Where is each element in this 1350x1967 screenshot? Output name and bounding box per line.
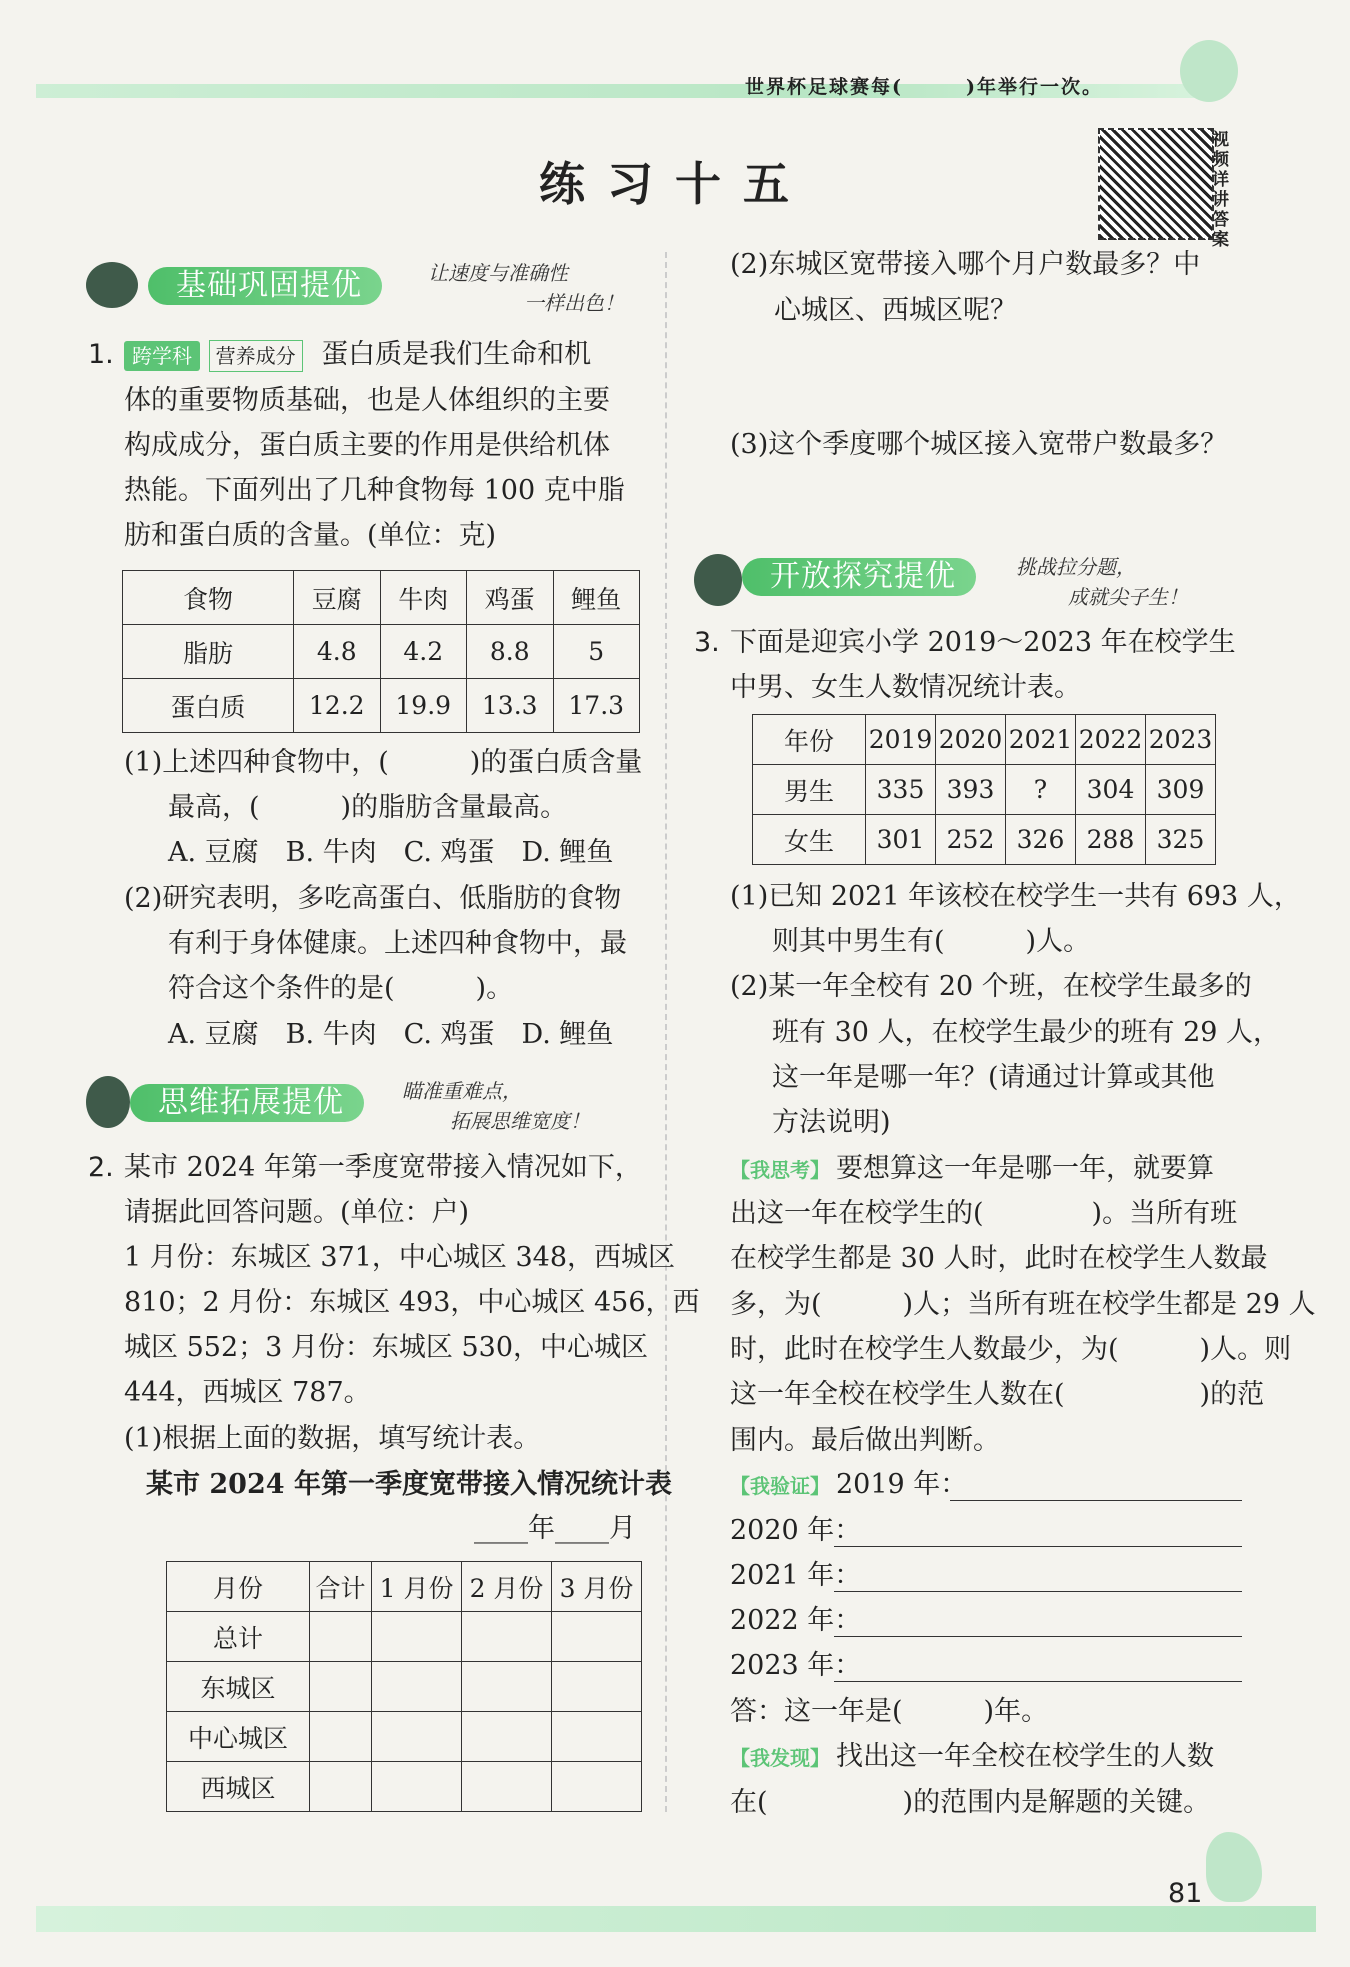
q1-table — [122, 570, 640, 733]
q3-line-0: 下面是迎宾小学 2019～2023 年在校学生 — [730, 627, 1236, 658]
q3-cell: 309 — [1146, 765, 1216, 815]
section-basic-tag1: 让速度与准确性 — [428, 261, 568, 285]
q1-cell: 8.8 — [467, 625, 554, 679]
q3-cell: 301 — [866, 815, 936, 865]
q3-sub1-line1: 则其中男生有( )人。 — [772, 926, 1091, 957]
q2-row-label: 总计 — [167, 1612, 310, 1662]
q3-number: 3. — [694, 627, 720, 658]
verify-label: 【我验证】 — [730, 1474, 830, 1498]
q2-blank-cell[interactable] — [372, 1762, 462, 1812]
q2-blank-cell[interactable] — [310, 1762, 372, 1812]
q2-blank-cell[interactable] — [310, 1712, 372, 1762]
q3-cell: 288 — [1076, 815, 1146, 865]
q1-line-3: 热能。下面列出了几种食物每 100 克中脂 — [124, 475, 625, 506]
q3-verify-2019 — [730, 1462, 967, 1509]
q1-sub1-line0: (1)上述四种食物中，( )的蛋白质含量 — [124, 747, 643, 778]
q1-cell: 12.2 — [294, 679, 381, 733]
q3-sub1-line0: (1)已知 2021 年该校在校学生一共有 693 人， — [730, 881, 1301, 912]
q3-think-line4: 时，此时在校学生人数最少，为( )人。则 — [730, 1334, 1292, 1365]
q2-blank-cell[interactable] — [462, 1762, 552, 1812]
q1-sub2-line0: (2)研究表明，多吃高蛋白、低脂肪的食物 — [124, 883, 622, 914]
q1-sub2-line2: 符合这个条件的是( )。 — [168, 973, 514, 1004]
q3-th: 2021 — [1006, 715, 1076, 765]
q1-th: 鲤鱼 — [553, 571, 640, 625]
q3-cell: 男生 — [753, 765, 866, 815]
q1-line-1: 体的重要物质基础，也是人体组织的主要 — [124, 385, 610, 416]
q2-blank-cell[interactable] — [310, 1662, 372, 1712]
q2-line-3: 810；2 月份：东城区 493，中心城区 456，西 — [124, 1287, 700, 1318]
q2-line-1: 请据此回答问题。(单位：户) — [124, 1197, 470, 1228]
q1-sub1-options: A. 豆腐 B. 牛肉 C. 鸡蛋 D. 鲤鱼 — [168, 837, 614, 868]
q3-table — [752, 714, 1216, 865]
q1-cell: 19.9 — [380, 679, 467, 733]
q1-th: 牛肉 — [380, 571, 467, 625]
q2-blank-cell[interactable] — [552, 1712, 642, 1762]
section-thinking-tag2: 拓展思维宽度！ — [450, 1109, 590, 1133]
q3-th: 2022 — [1076, 715, 1146, 765]
q1-cell: 4.8 — [294, 625, 381, 679]
think-label: 【我思考】 — [730, 1158, 830, 1182]
q2-blank-cell[interactable] — [462, 1712, 552, 1762]
q3-verify-2023: 2023 年： — [730, 1650, 862, 1681]
q3-th: 年份 — [753, 715, 866, 765]
q1-line-2: 构成成分，蛋白质主要的作用是供给机体 — [124, 430, 610, 461]
think-text: 要想算这一年是哪一年，就要算 — [836, 1153, 1214, 1184]
q3-verify-2022: 2022 年： — [730, 1605, 862, 1636]
section-open-title: 开放探究提优 — [742, 558, 976, 596]
q1-cell: 蛋白质 — [123, 679, 294, 733]
q1-sub2-line1: 有利于身体健康。上述四种食物中，最 — [168, 928, 627, 959]
q2-row-label: 东城区 — [167, 1662, 310, 1712]
think-label-text: 我思考 — [750, 1158, 810, 1182]
q3-sub2-line2: 这一年是哪一年？(请通过计算或其他 — [772, 1062, 1215, 1093]
page-title: 练习十五 — [539, 157, 811, 211]
mascot-icon — [1180, 40, 1238, 102]
skater-icon — [86, 262, 138, 308]
verify-year: 2019 年： — [836, 1469, 968, 1500]
q3-sub2-line3: 方法说明) — [772, 1107, 891, 1138]
answer-line[interactable] — [834, 1546, 1242, 1547]
answer-line[interactable] — [834, 1591, 1242, 1592]
q2-line-5: 444，西城区 787。 — [124, 1377, 371, 1408]
q1-line-0 — [124, 332, 591, 377]
q2-line-2: 1 月份：东城区 371，中心城区 348，西城区 — [124, 1242, 675, 1273]
qr-label: 视频详讲答案 — [1212, 130, 1229, 250]
q2-number: 2. — [88, 1152, 114, 1183]
section-open-tag1: 挑战拉分题， — [1016, 555, 1136, 579]
q1-th: 食物 — [123, 571, 294, 625]
q3-th: 2023 — [1146, 715, 1216, 765]
q3-cell: 304 — [1076, 765, 1146, 815]
q2-sub2-line0: (2)东城区宽带接入哪个月户数最多？中 — [730, 249, 1201, 280]
q2-blank-cell[interactable] — [310, 1612, 372, 1662]
footer-bar — [36, 1906, 1316, 1932]
q2-blank-cell[interactable] — [372, 1712, 462, 1762]
q2-sub3: (3)这个季度哪个城区接入宽带户数最多？ — [730, 429, 1228, 460]
q3-discover-line1: 在( )的范围内是解题的关键。 — [730, 1787, 1211, 1818]
q3-verify-2021: 2021 年： — [730, 1560, 862, 1591]
q3-sub2-line1: 班有 30 人，在校学生最少的班有 29 人， — [772, 1017, 1281, 1048]
q3-cell: 325 — [1146, 815, 1216, 865]
explorer-icon — [694, 554, 742, 606]
verify-label-text: 我验证 — [750, 1474, 810, 1498]
q1-cell: 13.3 — [467, 679, 554, 733]
q3-think-line3: 多，为( )人；当所有班在校学生都是 29 人 — [730, 1289, 1316, 1320]
q2-blank-cell[interactable] — [462, 1612, 552, 1662]
q3-think-line1: 出这一年在校学生的( )。当所有班 — [730, 1198, 1238, 1229]
q3-cell: 335 — [866, 765, 936, 815]
answer-line[interactable] — [950, 1500, 1242, 1501]
q1-th: 鸡蛋 — [467, 571, 554, 625]
section-basic-title: 基础巩固提优 — [148, 267, 382, 305]
q2-blank-cell[interactable] — [372, 1612, 462, 1662]
q2-sub2-line1: 心城区、西城区呢？ — [774, 295, 1017, 326]
section-basic-tag2: 一样出色！ — [524, 291, 624, 315]
q1-number: 1. — [88, 339, 114, 370]
q3-line-1: 中男、女生人数情况统计表。 — [730, 672, 1081, 703]
q3-cell: ? — [1006, 765, 1076, 815]
q3-think-line0 — [730, 1146, 1214, 1193]
q2-table — [166, 1561, 642, 1812]
q1-line-4: 肪和蛋白质的含量。(单位：克) — [124, 520, 497, 551]
qr-code-icon[interactable] — [1098, 128, 1214, 240]
discover-label: 【我发现】 — [730, 1746, 830, 1770]
q2-line-0: 某市 2024 年第一季度宽带接入情况如下， — [124, 1152, 642, 1183]
nutrition-badge: 营养成分 — [209, 340, 303, 372]
q2-th: 2 月份 — [462, 1562, 552, 1612]
header-fact: 世界杯足球赛每( )年举行一次。 — [745, 76, 1103, 98]
discover-text: 找出这一年全校在校学生的人数 — [836, 1741, 1214, 1772]
q1-sub2-options: A. 豆腐 B. 牛肉 C. 鸡蛋 D. 鲤鱼 — [168, 1019, 614, 1050]
q2-blank-cell[interactable] — [552, 1662, 642, 1712]
discover-label-text: 我发现 — [750, 1746, 810, 1770]
q2-th: 月份 — [167, 1562, 310, 1612]
q2-date-line: ____年____月 — [474, 1513, 636, 1544]
q1-cell: 4.2 — [380, 625, 467, 679]
answer-line[interactable] — [834, 1636, 1242, 1637]
q1-cell: 5 — [553, 625, 640, 679]
q1-sub1-line1: 最高，( )的脂肪含量最高。 — [168, 792, 568, 823]
q3-cell: 女生 — [753, 815, 866, 865]
q1-cell: 17.3 — [553, 679, 640, 733]
q3-th: 2019 — [866, 715, 936, 765]
q3-th: 2020 — [936, 715, 1006, 765]
q2-blank-cell[interactable] — [552, 1762, 642, 1812]
q2-blank-cell[interactable] — [552, 1612, 642, 1662]
dancer-icon — [86, 1076, 130, 1128]
q1-th: 豆腐 — [294, 571, 381, 625]
q3-think-line6: 围内。最后做出判断。 — [730, 1425, 1000, 1456]
section-open-tag2: 成就尖子生！ — [1068, 585, 1188, 609]
q3-sub2-line0: (2)某一年全校有 20 个班，在校学生最多的 — [730, 971, 1252, 1002]
q2-th: 合计 — [310, 1562, 372, 1612]
q2-table-title: 某市 2024 年第一季度宽带接入情况统计表 — [146, 1469, 672, 1500]
q3-discover-line0 — [730, 1734, 1214, 1781]
section-thinking-title: 思维拓展提优 — [130, 1084, 364, 1122]
q3-cell: 252 — [936, 815, 1006, 865]
q3-cell: 393 — [936, 765, 1006, 815]
q3-cell: 326 — [1006, 815, 1076, 865]
q3-think-line2: 在校学生都是 30 人时，此时在校学生人数最 — [730, 1243, 1268, 1274]
cross-subject-badge: 跨学科 — [124, 341, 200, 371]
q3-think-line5: 这一年全校在校学生人数在( )的范 — [730, 1379, 1265, 1410]
page-number: 81 — [1168, 1878, 1203, 1909]
q3-answer: 答：这一年是( )年。 — [730, 1696, 1049, 1727]
q2-blank-cell[interactable] — [372, 1662, 462, 1712]
q2-blank-cell[interactable] — [462, 1662, 552, 1712]
q3-verify-2020: 2020 年： — [730, 1515, 862, 1546]
column-divider — [665, 252, 668, 1812]
q2-line-6: (1)根据上面的数据，填写统计表。 — [124, 1423, 541, 1454]
q2-th: 1 月份 — [372, 1562, 462, 1612]
q2-th: 3 月份 — [552, 1562, 642, 1612]
dolphin-icon — [1206, 1832, 1262, 1902]
q1-text: 蛋白质是我们生命和机 — [321, 339, 592, 370]
section-thinking-tag1: 瞄准重难点， — [402, 1079, 522, 1103]
q2-row-label: 西城区 — [167, 1762, 310, 1812]
answer-line[interactable] — [834, 1681, 1242, 1682]
q2-row-label: 中心城区 — [167, 1712, 310, 1762]
q2-line-4: 城区 552；3 月份：东城区 530，中心城区 — [124, 1332, 648, 1363]
q1-cell: 脂肪 — [123, 625, 294, 679]
